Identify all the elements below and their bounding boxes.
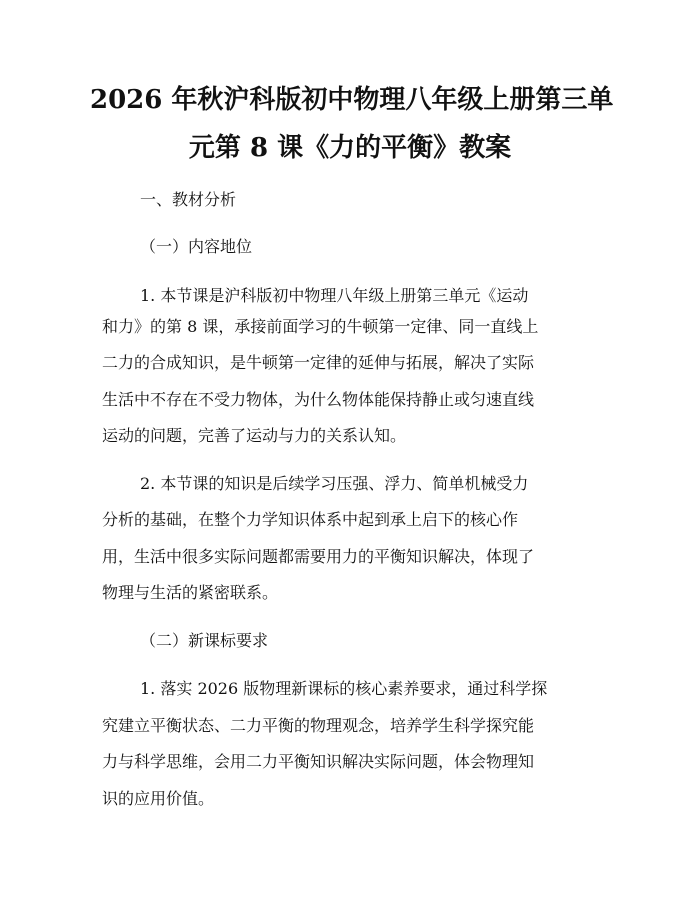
document-title-line-2: 元第 8 课《力的平衡》教案 [188, 133, 512, 163]
paragraph-3-line-1: 1. 落实 2026 版物理新课标的核心素养要求，通过科学探 [140, 679, 548, 698]
document-title-line-1: 2026 年秋沪科版初中物理八年级上册第三单 [90, 85, 614, 115]
paragraph-3-line-2: 究建立平衡状态、二力平衡的物理观念，培养学生科学探究能 [102, 716, 535, 735]
paragraph-2-line-2: 分析的基础，在整个力学知识体系中起到承上启下的核心作 [102, 510, 519, 529]
paragraph-2-line-1: 2. 本节课的知识是后续学习压强、浮力、简单机械受力 [140, 474, 529, 493]
paragraph-1-line-4: 生活中不存在不受力物体，为什么物体能保持静止或匀速直线 [102, 390, 535, 409]
paragraph-1-line-3: 二力的合成知识，是牛顿第一定律的延伸与拓展，解决了实际 [102, 353, 535, 372]
paragraph-2-line-3: 用，生活中很多实际问题都需要用力的平衡知识解决，体现了 [102, 547, 535, 566]
paragraph-2-line-4: 物理与生活的紧密联系。 [102, 583, 279, 602]
paragraph-3-line-4: 识的应用价值。 [102, 789, 215, 808]
subsection-heading-content-position: （一）内容地位 [140, 237, 253, 256]
paragraph-1-line-5: 运动的问题，完善了运动与力的关系认知。 [102, 426, 407, 445]
section-heading-analysis: 一、教材分析 [140, 190, 237, 209]
subsection-heading-curriculum-requirements: （二）新课标要求 [140, 631, 269, 650]
paragraph-3-line-3: 力与科学思维，会用二力平衡知识解决实际问题，体会物理知 [102, 752, 535, 771]
paragraph-1-line-1: 1. 本节课是沪科版初中物理八年级上册第三单元《运动 [140, 286, 529, 305]
paragraph-1-line-2: 和力》的第 8 课，承接前面学习的牛顿第一定律、同一直线上 [102, 317, 539, 336]
